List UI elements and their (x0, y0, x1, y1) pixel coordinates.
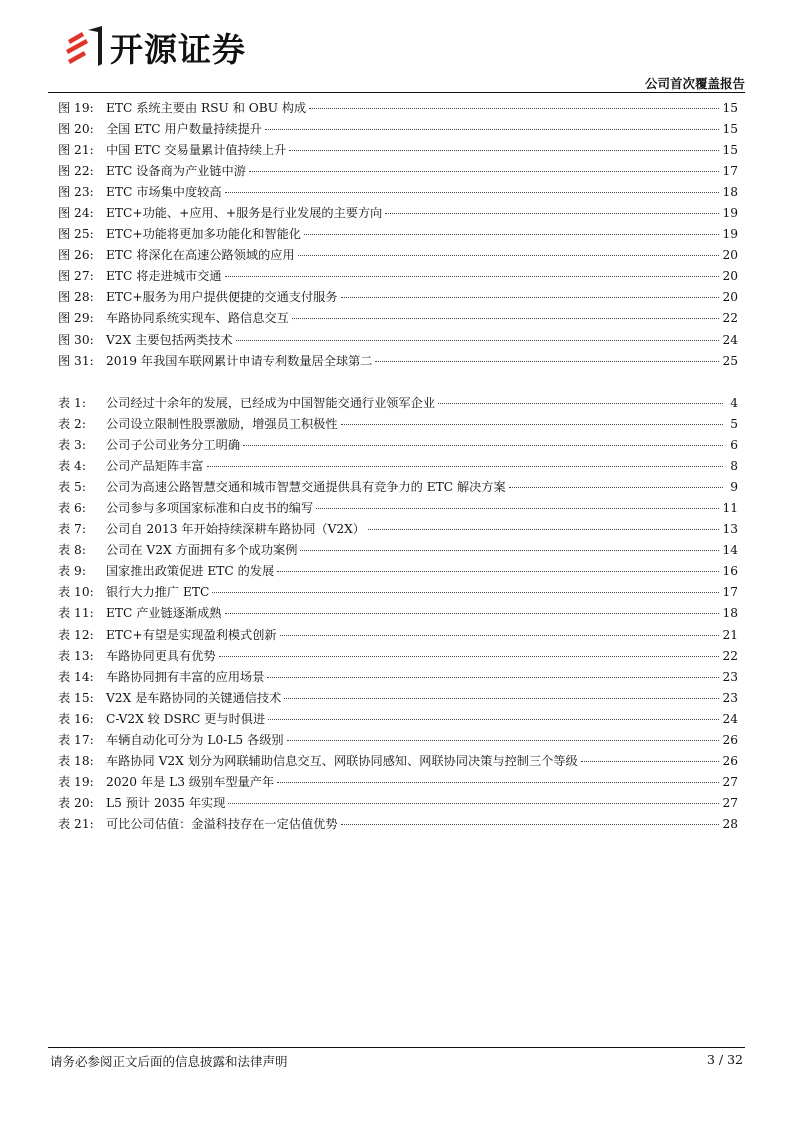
entry-page: 28 (722, 816, 738, 831)
entry-number: 表 18: (58, 753, 94, 768)
table-index-entry[interactable] (58, 772, 738, 793)
table-index-list (58, 393, 738, 835)
entry-page: 15 (722, 122, 738, 137)
entry-title: 公司为高速公路智慧交通和城市智慧交通提供具有竞争力的 ETC 解决方案 (106, 480, 506, 495)
entry-title: ETC+功能将更加多功能化和智能化 (106, 227, 301, 242)
entry-title: ETC+功能、+应用、+服务是行业发展的主要方向 (106, 206, 383, 221)
dot-leader (341, 424, 723, 425)
dot-leader (309, 108, 719, 109)
entry-title: V2X 是车路协同的关键通信技术 (106, 690, 282, 705)
table-index-entry[interactable] (58, 582, 738, 603)
dot-leader (267, 677, 719, 678)
entry-title: 车路协同更具有优势 (106, 648, 216, 663)
entry-page: 22 (722, 648, 738, 663)
dot-leader (438, 403, 723, 404)
figure-index-entry[interactable] (58, 98, 738, 119)
entry-page: 15 (722, 143, 738, 158)
figure-index-entry[interactable] (58, 266, 738, 287)
dot-leader (243, 445, 723, 446)
entry-page: 16 (722, 564, 738, 579)
dot-leader (300, 550, 719, 551)
entry-number: 图 30: (58, 332, 94, 347)
entry-page: 15 (722, 101, 738, 115)
dot-leader (225, 276, 720, 277)
table-index-entry[interactable] (58, 814, 738, 835)
dot-leader (284, 698, 719, 699)
table-index-entry[interactable] (58, 477, 738, 498)
dot-leader (280, 635, 720, 636)
entry-title: 可比公司估值：金溢科技存在一定估值优势 (106, 816, 338, 831)
entry-number: 表 21: (58, 816, 94, 831)
footer-divider (48, 1047, 745, 1048)
entry-title: ETC 将深化在高速公路领域的应用 (106, 248, 295, 263)
table-index-entry[interactable] (58, 540, 738, 561)
table-index-entry[interactable] (58, 688, 738, 709)
table-index-entry[interactable] (58, 456, 738, 477)
entry-number: 表 19: (58, 774, 94, 789)
entry-page: 18 (722, 185, 738, 200)
logo-text: 开源证券 (110, 29, 246, 69)
figure-index-entry[interactable] (58, 161, 738, 182)
entry-number: 表 10: (58, 585, 94, 600)
entry-number: 图 22: (58, 164, 94, 179)
entry-title: C-V2X 较 DSRC 更与时俱进 (106, 711, 266, 726)
dot-leader (509, 487, 723, 488)
entry-page: 5 (730, 417, 738, 432)
dot-leader (304, 234, 719, 235)
entry-title: 公司子公司业务分工明确 (106, 438, 241, 453)
entry-title: 车路协同拥有丰富的应用场景 (106, 669, 265, 684)
entry-title: 银行大力推广 ETC (106, 585, 210, 600)
entry-page: 20 (722, 290, 738, 305)
entry-number: 图 19: (58, 101, 94, 115)
dot-leader (228, 803, 719, 804)
entry-number: 表 15: (58, 690, 94, 705)
table-index-entry[interactable] (58, 561, 738, 582)
entry-number: 表 1: (58, 396, 86, 410)
entry-number: 图 21: (58, 143, 94, 158)
report-type-label: 公司首次覆盖报告 (644, 76, 745, 91)
entry-page: 17 (722, 585, 738, 600)
figure-index-entry[interactable] (58, 119, 738, 140)
figure-index-entry[interactable] (58, 182, 738, 203)
entry-title: 全国 ETC 用户数量持续提升 (106, 122, 262, 137)
figure-index-entry[interactable] (58, 287, 738, 308)
entry-page: 23 (722, 690, 738, 705)
entry-page: 24 (722, 332, 738, 347)
entry-title: 车路协同系统实现车、路信息交互 (106, 311, 289, 326)
kaiyuan-logo-icon (62, 24, 106, 70)
entry-title: ETC+有望是实现盈利模式创新 (106, 627, 277, 642)
entry-number: 图 23: (58, 185, 94, 200)
entry-title: 公司经过十余年的发展，已经成为中国智能交通行业领军企业 (106, 396, 436, 410)
entry-number: 图 25: (58, 227, 94, 242)
entry-number: 表 16: (58, 711, 94, 726)
entry-number: 表 9: (58, 564, 86, 579)
entry-page: 21 (722, 627, 738, 642)
dot-leader (368, 529, 719, 530)
table-index-entry[interactable] (58, 667, 738, 688)
entry-title: 公司产品矩阵丰富 (106, 459, 204, 474)
dot-leader (277, 571, 719, 572)
figure-index-entry[interactable] (58, 330, 738, 351)
dot-leader (277, 782, 719, 783)
entry-page: 17 (722, 164, 738, 179)
dot-leader (249, 171, 720, 172)
entry-title: ETC 将走进城市交通 (106, 269, 222, 284)
entry-number: 表 3: (58, 438, 86, 453)
entry-title: L5 预计 2035 年实现 (106, 795, 226, 810)
entry-page: 19 (722, 206, 738, 221)
entry-number: 图 20: (58, 122, 94, 137)
entry-page: 18 (722, 606, 738, 621)
entry-number: 表 6: (58, 501, 86, 516)
dot-leader (581, 761, 720, 762)
figure-index-entry[interactable] (58, 140, 738, 161)
entry-page: 4 (730, 396, 738, 410)
table-index-entry[interactable] (58, 498, 738, 519)
dot-leader (225, 613, 720, 614)
entry-title: ETC 市场集中度较高 (106, 185, 222, 200)
dot-leader (225, 192, 720, 193)
dot-leader (341, 297, 720, 298)
dot-leader (289, 150, 719, 151)
entry-title: 2020 年是 L3 级别车型量产年 (106, 774, 275, 789)
entry-number: 图 28: (58, 290, 94, 305)
entry-page: 27 (722, 774, 738, 789)
entry-title: 2019 年我国车联网累计申请专利数量居全球第二 (106, 353, 373, 368)
entry-number: 表 2: (58, 417, 86, 432)
entry-page: 23 (722, 669, 738, 684)
entry-page: 26 (722, 753, 738, 768)
header-divider (48, 92, 745, 93)
entry-page: 26 (722, 732, 738, 747)
figure-index-list (58, 98, 738, 372)
entry-title: ETC 产业链逐渐成熟 (106, 606, 222, 621)
entry-number: 表 13: (58, 648, 94, 663)
entry-number: 表 12: (58, 627, 94, 642)
table-index-entry[interactable] (58, 393, 738, 414)
entry-title: 国家推出政策促进 ETC 的发展 (106, 564, 275, 579)
entry-title: 中国 ETC 交易量累计值持续上升 (106, 143, 287, 158)
entry-number: 表 4: (58, 459, 86, 474)
dot-leader (287, 740, 720, 741)
dot-leader (341, 824, 720, 825)
entry-title: ETC+服务为用户提供便捷的交通支付服务 (106, 290, 338, 305)
dot-leader (385, 213, 719, 214)
dot-leader (292, 318, 720, 319)
dot-leader (375, 361, 719, 362)
entry-title: 公司在 V2X 方面拥有多个成功案例 (106, 543, 298, 558)
entry-title: ETC 设备商为产业链中游 (106, 164, 246, 179)
dot-leader (298, 255, 720, 256)
entry-number: 表 17: (58, 732, 94, 747)
entry-page: 9 (730, 480, 738, 495)
table-index-entry[interactable] (58, 414, 738, 435)
entry-title: V2X 主要包括两类技术 (106, 332, 233, 347)
entry-title: 车路协同 V2X 划分为网联辅助信息交互、网联协同感知、网联协同决策与控制三个等级 (106, 753, 578, 768)
entry-page: 20 (722, 248, 738, 263)
entry-page: 27 (722, 795, 738, 810)
entry-number: 表 14: (58, 669, 94, 684)
entry-title: 公司参与多项国家标准和白皮书的编写 (106, 501, 314, 516)
entry-page: 6 (730, 438, 738, 453)
entry-page: 20 (722, 269, 738, 284)
dot-leader (316, 508, 719, 509)
figure-index-entry[interactable] (58, 351, 738, 372)
figure-index-entry[interactable] (58, 203, 738, 224)
table-index-entry[interactable] (58, 730, 738, 751)
entry-page: 24 (722, 711, 738, 726)
entry-number: 表 20: (58, 795, 94, 810)
entry-number: 图 27: (58, 269, 94, 284)
table-index-entry[interactable] (58, 519, 738, 540)
entry-page: 13 (722, 522, 738, 537)
entry-page: 11 (722, 501, 738, 516)
entry-number: 图 24: (58, 206, 94, 221)
entry-title: ETC 系统主要由 RSU 和 OBU 构成 (106, 101, 307, 115)
table-index-entry[interactable] (58, 793, 738, 814)
entry-title: 车辆自动化可分为 L0-L5 各级别 (106, 732, 284, 747)
entry-page: 19 (722, 227, 738, 242)
figure-index-entry[interactable] (58, 224, 738, 245)
table-index-entry[interactable] (58, 625, 738, 646)
dot-leader (212, 592, 719, 593)
table-index-entry[interactable] (58, 646, 738, 667)
entry-number: 表 11: (58, 606, 94, 621)
entry-number: 表 7: (58, 522, 86, 537)
table-index-entry[interactable] (58, 751, 738, 772)
dot-leader (219, 656, 720, 657)
entry-page: 8 (730, 459, 738, 474)
entry-page: 22 (722, 311, 738, 326)
table-index-entry[interactable] (58, 709, 738, 730)
entry-number: 图 29: (58, 311, 94, 326)
company-logo (62, 24, 246, 70)
entry-number: 图 26: (58, 248, 94, 263)
entry-title: 公司设立限制性股票激励，增强员工积极性 (106, 417, 338, 432)
entry-page: 25 (722, 353, 738, 368)
table-index-entry[interactable] (58, 603, 738, 624)
footer-disclaimer: 请务必参阅正文后面的信息披露和法律声明 (50, 1054, 288, 1069)
table-index-entry[interactable] (58, 435, 738, 456)
dot-leader (268, 719, 719, 720)
entry-number: 表 8: (58, 543, 86, 558)
entry-title: 公司自 2013 年开始持续深耕车路协同（V2X） (106, 522, 365, 537)
entry-number: 表 5: (58, 480, 86, 495)
page-number: 3 / 32 (706, 1052, 743, 1067)
dot-leader (236, 340, 720, 341)
dot-leader (207, 466, 724, 467)
figure-index-entry[interactable] (58, 308, 738, 329)
entry-number: 图 31: (58, 353, 94, 368)
entry-page: 14 (722, 543, 738, 558)
dot-leader (265, 129, 720, 130)
figure-index-entry[interactable] (58, 245, 738, 266)
